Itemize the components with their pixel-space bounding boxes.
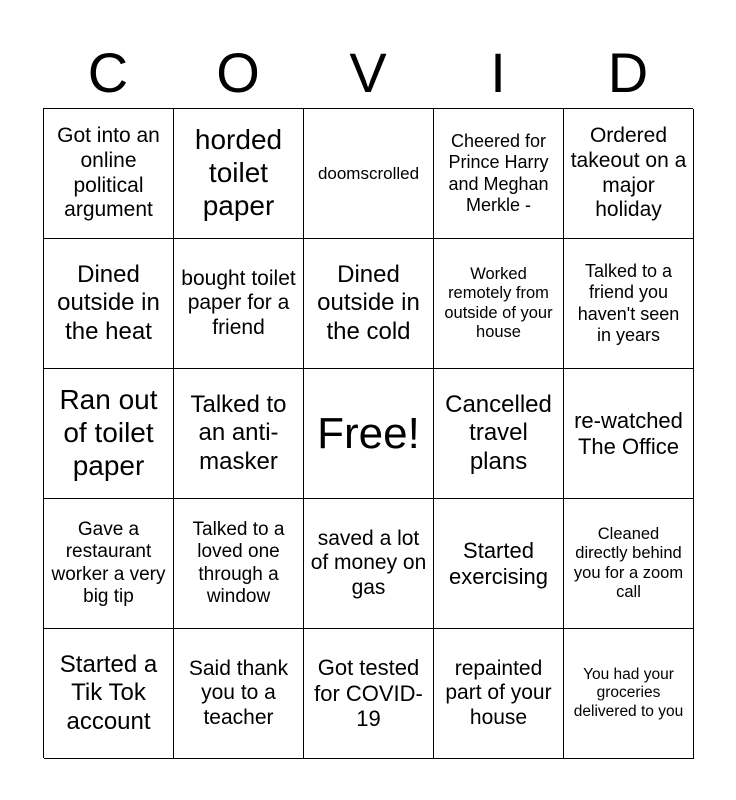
- bingo-cell[interactable]: [174, 239, 304, 369]
- bingo-cell[interactable]: [434, 239, 564, 369]
- bingo-cell[interactable]: [304, 629, 434, 759]
- header-letter-i: I: [490, 41, 506, 104]
- bingo-cell[interactable]: [44, 629, 174, 759]
- cell-text: Cheered for Prince Harry and Meghan Merkle -: [448, 131, 549, 215]
- cell-text: Cancelled travel plans: [445, 391, 552, 475]
- bingo-cell[interactable]: [434, 629, 564, 759]
- cell-text: Worked remotely from outside of your house: [444, 264, 553, 341]
- bingo-cell[interactable]: [564, 109, 694, 239]
- cell-text: re-watched The Office: [574, 407, 683, 459]
- cell-text: Free!: [317, 408, 420, 458]
- cell-text: repainted part of your house: [445, 656, 552, 729]
- header-letter-c: C: [87, 41, 129, 104]
- bingo-cell[interactable]: [434, 109, 564, 239]
- cell-text: Said thank you to a teacher: [188, 656, 289, 729]
- bingo-cell[interactable]: [304, 499, 434, 629]
- cell-text: Started a Tik Tok account: [59, 651, 158, 735]
- bingo-cell[interactable]: [44, 369, 174, 499]
- header-letter-v: V: [349, 41, 387, 104]
- header-letter-d: D: [607, 41, 649, 104]
- cell-text: Ordered takeout on a major holiday: [570, 124, 687, 222]
- bingo-cell[interactable]: [174, 629, 304, 759]
- bingo-cell[interactable]: [434, 499, 564, 629]
- bingo-cell[interactable]: [564, 239, 694, 369]
- cell-text: Talked to a loved one through a window: [192, 519, 285, 607]
- bingo-cell[interactable]: [44, 239, 174, 369]
- cell-text: Gave a restaurant worker a very big tip: [51, 519, 166, 607]
- bingo-cell[interactable]: [44, 109, 174, 239]
- bingo-cell[interactable]: [44, 499, 174, 629]
- bingo-header: [43, 38, 693, 108]
- bingo-cell[interactable]: [434, 369, 564, 499]
- bingo-cell[interactable]: [564, 499, 694, 629]
- cell-text: Cleaned directly behind you for a zoom call: [573, 524, 684, 601]
- cell-text: Dined outside in the cold: [317, 261, 420, 345]
- cell-text: Ran out of toilet paper: [59, 384, 158, 481]
- bingo-card: [43, 108, 693, 758]
- bingo-cell[interactable]: [304, 109, 434, 239]
- bingo-cell[interactable]: [564, 369, 694, 499]
- free-space[interactable]: [304, 369, 434, 499]
- cell-text: Started exercising: [448, 537, 549, 589]
- cell-text: doomscrolled: [317, 163, 420, 183]
- cell-text: Got tested for COVID-19: [314, 654, 423, 732]
- bingo-cell[interactable]: [174, 369, 304, 499]
- cell-text: Talked to a friend you haven't seen in years: [577, 261, 680, 345]
- bingo-cell[interactable]: [304, 239, 434, 369]
- bingo-cell[interactable]: [174, 109, 304, 239]
- cell-text: You had your groceries delivered to you: [573, 666, 684, 720]
- cell-text: Got into an online political argument: [57, 124, 160, 222]
- bingo-cell[interactable]: [174, 499, 304, 629]
- cell-text: saved a lot of money on gas: [310, 526, 427, 599]
- header-letter-o: O: [216, 41, 260, 104]
- cell-text: bought toilet paper for a friend: [181, 266, 296, 339]
- cell-text: Dined outside in the heat: [57, 261, 160, 345]
- cell-text: Talked to an anti-masker: [190, 391, 287, 475]
- cell-text: horded toilet paper: [194, 124, 283, 221]
- bingo-cell[interactable]: [564, 629, 694, 759]
